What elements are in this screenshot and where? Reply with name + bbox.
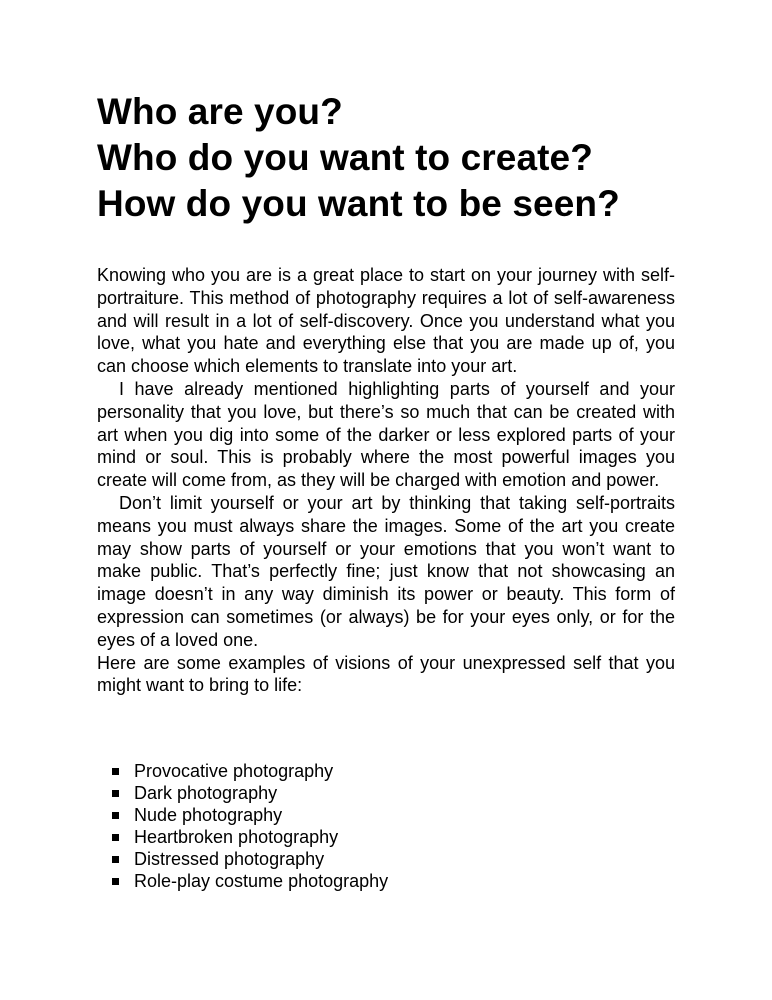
body-text: [97, 264, 675, 697]
square-bullet-icon: [112, 878, 119, 885]
list-item: [112, 848, 388, 870]
heading-who-to-create: Who do you want to create?: [97, 137, 593, 178]
list-item-label: Dark photography: [134, 782, 278, 803]
list-item: [112, 826, 388, 848]
photography-types-list: [112, 760, 388, 892]
list-item: [112, 804, 388, 826]
list-item-label: Distressed photography: [134, 848, 325, 869]
list-item-label: Role-play costume photography: [134, 870, 389, 891]
list-item: [112, 782, 388, 804]
list-item-label: Provocative photography: [134, 760, 334, 781]
paragraph-dont-limit-yourself: Don’t limit yourself or your art by thinking that taking self-portraits means you must always share the images. Some of the art you create may show parts of yourself or your emotions that you won’t want to make public. That’s perfectly fine; just know that not showcasing an image doesn’t in any way diminish its power or beauty. This form of expression can sometimes (or always) be for your eyes only, or for the eyes of a loved one.: [97, 492, 675, 650]
heading-how-to-be-seen: How do you want to be seen?: [97, 183, 620, 224]
list-item: [112, 760, 388, 782]
list-item-label: Heartbroken photography: [134, 826, 339, 847]
list-item-label: Nude photography: [134, 804, 283, 825]
square-bullet-icon: [112, 812, 119, 819]
list-item: [112, 870, 388, 892]
heading-block: [97, 89, 717, 227]
paragraph-examples-intro: Here are some examples of visions of your unexpressed self that you might want to bring to life:: [97, 652, 675, 696]
square-bullet-icon: [112, 834, 119, 841]
square-bullet-icon: [112, 790, 119, 797]
paragraph-knowing-who-you-are: Knowing who you are is a great place to start on your journey with self-portraiture. This method of photography requires a lot of self-awareness and will result in a lot of self-discovery. Once you understand what you love, what you hate and everything else that you are made up of, you can choose which elements to translate into your art.: [97, 265, 675, 377]
paragraph-highlighting-parts: I have already mentioned highlighting parts of yourself and your personality that you love, but there’s so much that can be created with art when you dig into some of the darker or less explored parts of your mind or soul. This is probably where the most powerful images you create will come from, as they will be charged with emotion and power.: [97, 378, 675, 491]
square-bullet-icon: [112, 856, 119, 863]
heading-who-are-you: Who are you?: [97, 91, 343, 132]
square-bullet-icon: [112, 768, 119, 775]
